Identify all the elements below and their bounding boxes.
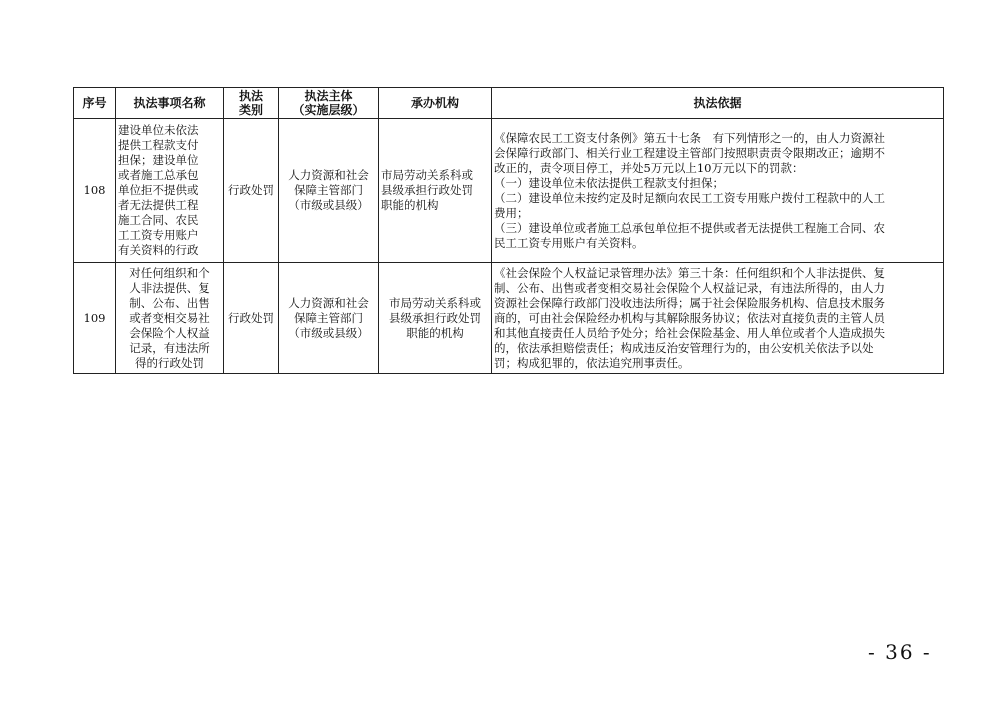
item-name-line: 对任何组织和个 (129, 265, 210, 280)
org-line: 县级承担行政处罚 (381, 183, 473, 197)
basis-line: 的，依法承担赔偿责任；构成违反治安管理行为的，由公安机关依法予以处 (494, 340, 874, 355)
basis-line: 《社会保险个人权益记录管理办法》第三十条：任何组织和个人非法提供、复 (494, 265, 885, 280)
item-name-line: 得的行政处罚 (135, 355, 204, 370)
basis-line: 《保障农民工工资支付条例》第五十七条 有下列情形之一的，由人力资源社 (494, 130, 885, 145)
basis-line: （一）建设单位未依法提供工程款支付担保； (494, 175, 724, 190)
item-name-cell (116, 119, 224, 263)
row-number: 108 (74, 119, 116, 263)
item-name-line: 施工合同、农民 (118, 213, 199, 227)
basis-line: 制、公布、出售或者变相交易社会保险个人权益记录，有违法所得的，由人力 (494, 280, 885, 295)
basis-line: 会保障行政部门、相关行业工程建设主管部门按照职责责令限期改正；逾期不 (494, 145, 885, 160)
legal-basis-cell (492, 263, 944, 374)
header-number: 序号 (74, 88, 116, 119)
header-legal-basis: 执法依据 (492, 88, 944, 119)
item-name-cell (116, 263, 224, 374)
basis-line: 罚；构成犯罪的，依法追究刑事责任。 (494, 355, 690, 370)
basis-line: 商的，可由社会保险经办机构与其解除服务协议；依法对直接负责的主管人员 (494, 310, 885, 325)
header-handling-org: 承办机构 (379, 88, 492, 119)
basis-line: 资源社会保障行政部门没收违法所得；属于社会保险服务机构、信息技术服务 (494, 295, 885, 310)
enforcement-subject-cell (279, 119, 379, 263)
org-line: 市局劳动关系科或 (381, 168, 473, 182)
org-line: 市局劳动关系科或 (389, 295, 481, 310)
item-name-line: 者无法提供工程 (118, 198, 199, 212)
enforcement-items-table (73, 87, 944, 374)
item-name-line: 或者变相交易社 (129, 310, 210, 325)
handling-org-cell (379, 119, 492, 263)
header-enforcement-subject (279, 88, 379, 119)
enforcement-subject-cell (279, 263, 379, 374)
basis-line: 改正的，责令项目停工，并处5万元以上10万元以下的罚款： (494, 160, 804, 175)
header-subject-line1: 执法主体 (304, 89, 353, 103)
legal-basis-cell (492, 119, 944, 263)
item-name-line: 制、公布、出售 (129, 295, 210, 310)
basis-line: 和其他直接责任人员给予处分；给社会保险基金、用人单位或者个人造成损失 (494, 325, 885, 340)
basis-line: （二）建设单位未按约定及时足额向农民工工资专用账户拨付工程款中的人工 (494, 190, 885, 205)
basis-line: 费用； (494, 205, 529, 220)
header-subject-line2: （实施层级） (292, 103, 365, 117)
header-type-line1: 执法 (238, 89, 263, 103)
row-number: 109 (74, 263, 116, 374)
enforcement-type-cell: 行政处罚 (224, 263, 279, 374)
item-name-line: 或者施工总承包 (118, 168, 199, 182)
enforcement-type-cell: 行政处罚 (224, 119, 279, 263)
item-name-line: 建设单位未依法 (118, 123, 199, 137)
org-line: 职能的机构 (406, 325, 464, 340)
item-name-line: 会保险个人权益 (129, 325, 210, 340)
table-header-row (74, 88, 944, 119)
subject-line: （市级或县级） (288, 198, 369, 212)
handling-org-cell (379, 263, 492, 374)
header-enforcement-type (224, 88, 279, 119)
subject-line: 人力资源和社会 (288, 168, 369, 182)
item-name-line: 单位拒不提供或 (118, 183, 199, 197)
table-row (74, 263, 944, 374)
subject-line: 保障主管部门 (294, 310, 363, 325)
org-line: 职能的机构 (381, 198, 439, 212)
item-name-line: 记录，有违法所 (129, 340, 210, 355)
header-type-line2: 类别 (238, 103, 263, 117)
header-item-name: 执法事项名称 (116, 88, 224, 119)
item-name-line: 有关资料的行政 (118, 243, 199, 257)
basis-line: （三）建设单位或者施工总承包单位拒不提供或者无法提供工程施工合同、农 (494, 220, 885, 235)
item-name-line: 工工资专用账户 (118, 228, 199, 242)
item-name-line: 担保；建设单位 (118, 153, 199, 167)
item-name-line: 人非法提供、复 (129, 280, 210, 295)
subject-line: （市级或县级） (288, 325, 369, 340)
item-name-line: 提供工程款支付 (118, 138, 199, 152)
subject-line: 人力资源和社会 (288, 295, 369, 310)
table-row (74, 119, 944, 263)
page-number: - 36 - (868, 640, 932, 664)
subject-line: 保障主管部门 (294, 183, 363, 197)
org-line: 县级承担行政处罚 (389, 310, 481, 325)
basis-line: 民工工资专用账户有关资料。 (494, 235, 644, 250)
